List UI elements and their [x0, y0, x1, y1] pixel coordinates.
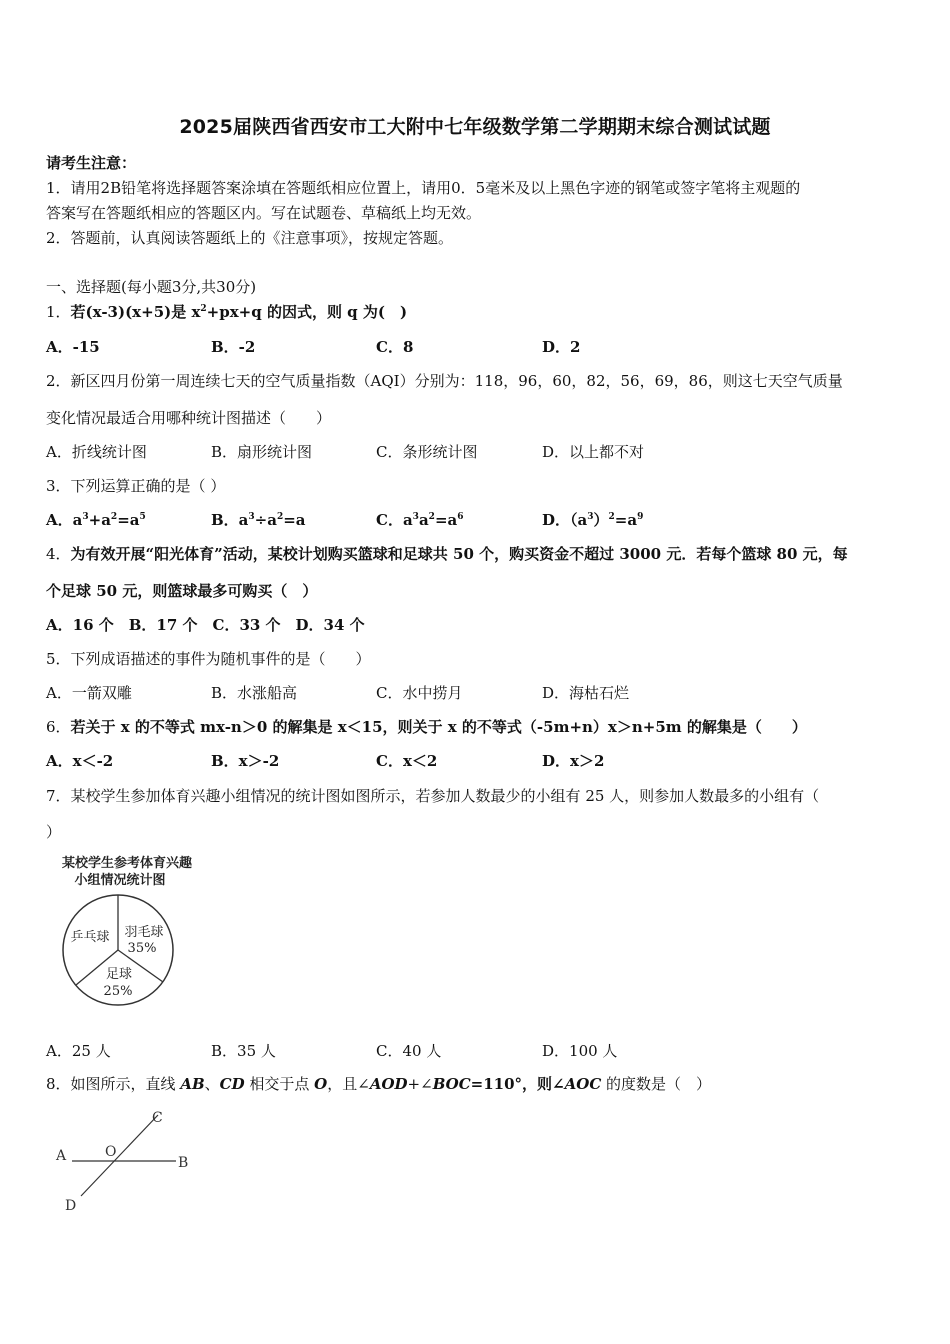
question-number: 4． — [46, 545, 71, 563]
q1-option-d: D．2 — [542, 338, 581, 356]
slice-label-badminton: 羽毛球 — [124, 925, 164, 940]
q3-option-a: A．$a^3+a^2=a^5$ — [46, 511, 146, 529]
question-text: 新区四月份第一周连续七天的空气质量指数（AQI）分别为：118，96，60，82，56，69，86，则这七天空气质量 — [70, 372, 843, 390]
question-number: 1． — [46, 303, 71, 321]
question-text: +px+q 的因式，则 q 为( ) — [206, 303, 408, 321]
intersecting-lines-figure — [48, 1100, 208, 1224]
q1-option-c: C．8 — [376, 338, 414, 356]
notice-item-1-line-1: 1．请用2B铅笔将选择题答案涂填在答题纸相应位置上，请用0．5毫米及以上黑色字迹的钢笔或签字笔将主观题的 — [46, 179, 801, 197]
q2-option-c: C．条形统计图 — [376, 443, 478, 461]
label-c: C — [152, 1110, 163, 1126]
notice-heading: 请考生注意： — [46, 154, 137, 172]
question-5 — [46, 648, 371, 669]
question-3 — [46, 475, 225, 496]
label-o: O — [105, 1144, 117, 1160]
question-6 — [46, 716, 807, 737]
slice-label-football: 足球 — [105, 967, 133, 982]
q7-option-b: B．35 人 — [211, 1042, 276, 1060]
chart-title-line-1: 某校学生参考体育兴趣 — [61, 856, 193, 871]
question-number: 8． — [46, 1075, 71, 1093]
line-cd — [81, 1115, 158, 1196]
slice-pct-badminton: 35% — [127, 941, 157, 956]
pie-chart — [40, 850, 215, 1010]
slice-label-pingpong: 乒乓球 — [70, 930, 110, 945]
chart-title-line-2: 小组情况统计图 — [74, 873, 166, 888]
q6-option-b: B．x＞-2 — [211, 752, 280, 770]
question-number: 3． — [46, 477, 71, 495]
question-1 — [46, 301, 407, 322]
q6-option-c: C．x＜2 — [376, 752, 438, 770]
q5-option-b: B．水涨船高 — [211, 684, 298, 702]
question-text: 若(x-3)(x+5)是 x — [70, 303, 201, 321]
question-text: 下列成语描述的事件为随机事件的是（ ） — [70, 650, 371, 668]
question-8: 8．如图所示，直线 AB、CD 相交于点 O，且∠AOD+∠BOC=110°，则∠AOC 的度数是（ ） — [46, 1075, 712, 1093]
question-text: 为有效开展“阳光体育”活动，某校计划购买篮球和足球共 50 个，购买资金不超过 3000 元．若每个篮球 80 元，每 — [70, 545, 848, 563]
q2-option-b: B．扇形统计图 — [211, 443, 313, 461]
q3-option-c: C．$a^3a^2=a^6$ — [376, 511, 464, 529]
question-number: 5． — [46, 650, 71, 668]
q4-options: A．16 个 B．17 个 C．33 个 D．34 个 — [46, 616, 365, 634]
q7-option-c: C．40 人 — [376, 1042, 442, 1060]
question-7-line-2: ） — [46, 823, 62, 841]
label-d: D — [65, 1198, 77, 1214]
q6-option-a: A．x＜-2 — [46, 752, 114, 770]
question-number: 7． — [46, 787, 71, 805]
q7-option-a: A．25 人 — [46, 1042, 111, 1060]
label-b: B — [178, 1155, 189, 1171]
q6-option-d: D．x＞2 — [542, 752, 605, 770]
page-title: 2025届陕西省西安市工大附中七年级数学第二学期期末综合测试试题 — [179, 116, 771, 138]
q5-option-a: A．一箭双雕 — [46, 684, 132, 702]
q1-option-a: A．-15 — [46, 338, 100, 356]
question-text: 某校学生参加体育兴趣小组情况的统计图如图所示，若参加人数最少的小组有 25 人，则参加人数最多的小组有（ — [70, 787, 820, 805]
q2-option-d: D．以上都不对 — [542, 443, 645, 461]
q5-option-d: D．海枯石烂 — [542, 684, 630, 702]
pie-chart-figure — [40, 850, 215, 1014]
intersecting-lines-diagram — [48, 1100, 208, 1220]
question-number: 2． — [46, 372, 71, 390]
section-heading: 一、选择题(每小题3分,共30分) — [46, 278, 257, 296]
label-a: A — [56, 1148, 67, 1164]
question-4-line-1 — [46, 543, 848, 564]
q3-option-b: B．$a^3\div a^2=a$ — [211, 511, 306, 529]
superscript: 2 — [200, 304, 207, 314]
question-text: 若关于 x 的不等式 mx-n＞0 的解集是 x＜15，则关于 x 的不等式（-5m+n）x＞n+5m 的解集是（ ） — [70, 718, 807, 736]
slice-pct-football: 25% — [103, 984, 133, 999]
q7-option-d: D．100 人 — [542, 1042, 618, 1060]
question-2-line-1 — [46, 370, 843, 391]
notice-item-2: 2．答题前，认真阅读答题纸上的《注意事项》，按规定答题。 — [46, 229, 454, 247]
question-number: 6． — [46, 718, 71, 736]
q5-option-c: C．水中捞月 — [376, 684, 463, 702]
q3-option-d: D．$(a^3)^2=a^9$ — [542, 511, 644, 529]
question-7-line-1 — [46, 785, 819, 806]
q2-option-a: A．折线统计图 — [46, 443, 147, 461]
question-text: 下列运算正确的是（ ） — [70, 477, 226, 495]
q1-option-b: B．-2 — [211, 338, 256, 356]
question-2-line-2: 变化情况最适合用哪种统计图描述（ ） — [46, 409, 332, 427]
question-4-line-2: 个足球 50 元，则篮球最多可购买（ ） — [46, 582, 318, 600]
notice-item-1-line-2: 答案写在答题纸相应的答题区内。写在试题卷、草稿纸上均无效。 — [46, 204, 482, 222]
